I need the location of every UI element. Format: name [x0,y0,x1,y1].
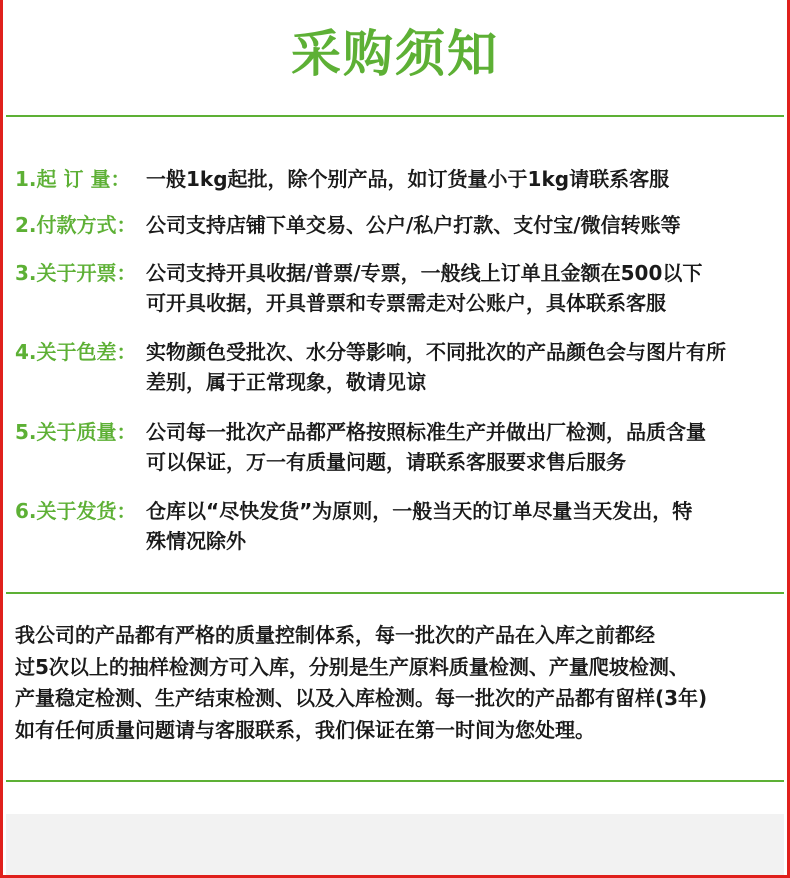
notice-invoice [15,258,785,318]
footer-band [6,814,784,875]
notice-text: 公司每一批次产品都严格按照标准生产并做出厂检测，品质含量 可以保证，万一有质量问题，请联系客服要求售后服务 [146,420,706,474]
notice-payment [15,210,785,240]
notice-text: 公司支持店铺下单交易、公户/私户打款、支付宝/微信转账等 [146,213,681,237]
notice-text: 一般1kg起批，除个别产品，如订货量小于1kg请联系客服 [146,167,670,191]
notice-label: 6.关于发货： [15,499,137,523]
notice-label: 2.付款方式： [15,213,137,237]
notice-label: 4.关于色差： [15,340,137,364]
notice-shipping [15,496,785,556]
page-title: 采购须知 [291,25,499,83]
divider-top [6,115,784,117]
divider-middle [6,592,784,594]
notice-min-order [15,164,785,194]
notice-label: 3.关于开票： [15,261,137,285]
notice-text: 公司支持开具收据/普票/专票，一般线上订单且金额在500以下 可开具收据，开具普票和专票需走对公账户，具体联系客服 [146,261,703,315]
notice-label: 1.起 订 量： [15,167,131,191]
notice-color-difference [15,337,785,397]
quality-statement: 我公司的产品都有严格的质量控制体系，每一批次的产品在入库之前都经 过5次以上的抽样检测方可入库，分别是生产原料质量检测、产量爬坡检测、 产量稳定检测、生产结束检测、以及入库检测。每一批次的产品都有留样(3年) 如有任何质量问题请与客服联系，我们保证在第一时间为您处理。 [15,623,708,742]
notice-quality [15,417,785,477]
notice-label: 5.关于质量： [15,420,137,444]
divider-bottom [6,780,784,782]
notice-text: 仓库以“尽快发货”为原则，一般当天的订单尽量当天发出，特 殊情况除外 [146,499,693,553]
notice-text: 实物颜色受批次、水分等影响，不同批次的产品颜色会与图片有所 差别，属于正常现象，敬请见谅 [146,340,726,394]
